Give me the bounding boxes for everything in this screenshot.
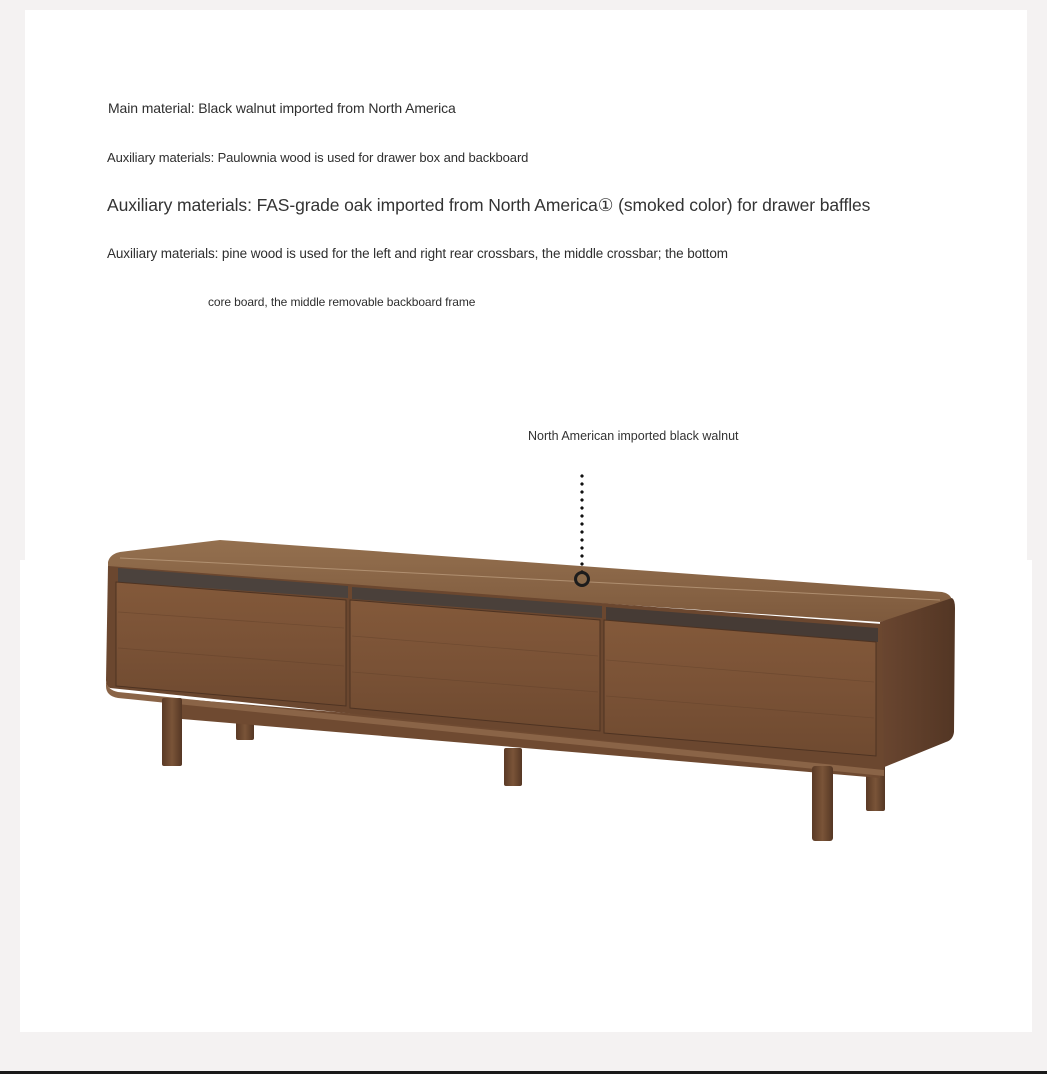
spec-auxiliary-paulownia: Auxiliary materials: Paulownia wood is used for drawer box and backboard: [107, 150, 529, 165]
spec-auxiliary-pine-continued: core board, the middle removable backboard frame: [208, 295, 476, 309]
callout-label: North American imported black walnut: [528, 429, 739, 443]
drawer-left: [116, 582, 346, 706]
spec-auxiliary-oak: Auxiliary materials: FAS-grade oak imported from North America① (smoked color) for drawer baffles: [107, 195, 871, 215]
leg-front-middle: [504, 748, 522, 786]
leg-front-left: [162, 698, 182, 766]
callout-marker-icon: [574, 571, 590, 587]
leg-front-right: [812, 766, 833, 841]
drawer-right: [604, 620, 876, 756]
callout-dotted-line: [580, 472, 584, 572]
top-panel: [25, 10, 1027, 562]
spec-main-material: Main material: Black walnut imported from North America: [108, 100, 456, 116]
side-panel: [880, 598, 955, 768]
tv-stand-image: [100, 530, 970, 855]
drawer-middle: [350, 600, 600, 731]
spec-auxiliary-pine: Auxiliary materials: pine wood is used for the left and right rear crossbars, the middle crossbar; the bottom: [107, 246, 728, 261]
